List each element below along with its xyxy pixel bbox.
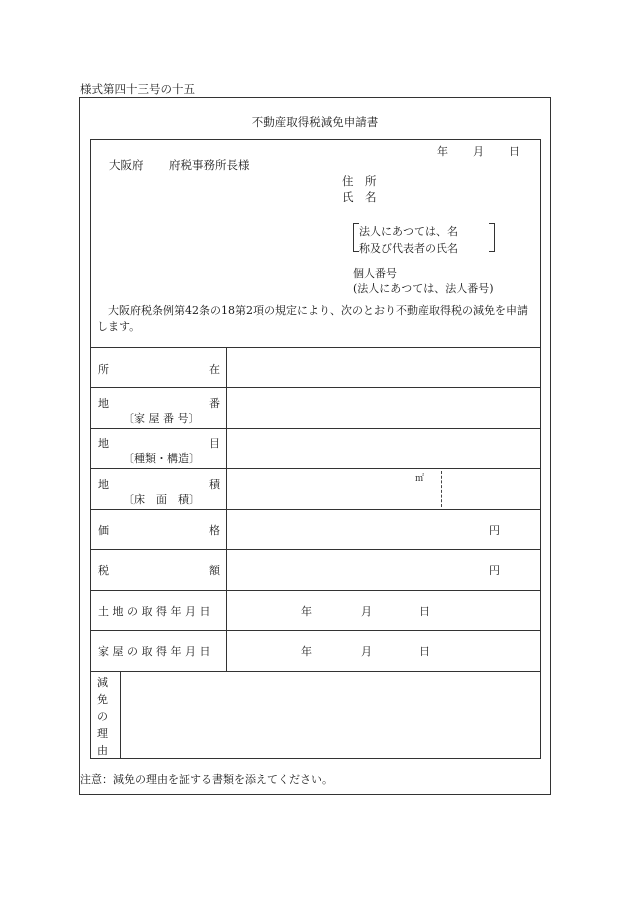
tax-label-a: 税 bbox=[98, 564, 109, 577]
rule-4 bbox=[91, 468, 540, 469]
name-label: 氏 名 bbox=[342, 190, 377, 204]
label-divider bbox=[226, 347, 227, 671]
house-year: 年 bbox=[301, 645, 312, 658]
price-yen-unit: 円 bbox=[489, 524, 500, 537]
rule-1 bbox=[91, 347, 540, 348]
rule-9 bbox=[91, 671, 540, 672]
reason-char: 理 bbox=[97, 727, 108, 740]
lot-label-b: 番 bbox=[209, 397, 220, 410]
price-label-b: 格 bbox=[209, 524, 220, 537]
form-table bbox=[90, 139, 541, 759]
rule-5 bbox=[91, 509, 540, 510]
reason-divider bbox=[120, 671, 121, 759]
house-day: 日 bbox=[419, 645, 430, 658]
corp-number-note: (法人にあつては、法人番号) bbox=[353, 282, 494, 295]
rule-8 bbox=[91, 630, 540, 631]
date-day-label: 日 bbox=[509, 145, 520, 158]
reason-char: の bbox=[97, 710, 108, 723]
category-label-a: 地 bbox=[98, 437, 109, 450]
location-label-b: 在 bbox=[209, 363, 220, 376]
house-month: 月 bbox=[361, 645, 372, 658]
type-structure-sub: 〔種類・構造〕 bbox=[123, 452, 200, 465]
location-label-a: 所 bbox=[98, 363, 109, 376]
statement-text: 大阪府税条例第42条の18第2項の規定により、次のとおり不動産取得税の減免を申請します。 bbox=[97, 304, 528, 333]
land-day: 日 bbox=[419, 605, 430, 618]
date-year-label: 年 bbox=[437, 145, 448, 158]
form-title: 不動産取得税減免申請書 bbox=[251, 115, 379, 129]
footer-note: 注意：減免の理由を証する書類を添えてください。 bbox=[80, 773, 333, 786]
area-label-b: 積 bbox=[209, 478, 220, 491]
category-label-b: 目 bbox=[209, 437, 220, 450]
application-statement bbox=[97, 303, 537, 335]
corp-note-line1: 法人にあつては、名 bbox=[359, 225, 458, 238]
tax-label-b: 額 bbox=[209, 564, 220, 577]
house-number-sub: 〔家 屋 番 号〕 bbox=[123, 412, 200, 425]
form-number: 様式第四十三号の十五 bbox=[80, 82, 195, 96]
area-label-a: 地 bbox=[98, 478, 109, 491]
corp-note-line2: 称及び代表者の氏名 bbox=[359, 242, 458, 255]
date-month-label: 月 bbox=[473, 145, 484, 158]
individual-number-label: 個人番号 bbox=[353, 267, 397, 280]
land-year: 年 bbox=[301, 605, 312, 618]
rule-2 bbox=[91, 387, 540, 388]
bracket-right bbox=[489, 223, 495, 252]
area-dashed-divider bbox=[441, 471, 442, 507]
application-form bbox=[79, 97, 551, 795]
tax-yen-unit: 円 bbox=[489, 564, 500, 577]
reason-char: 減 bbox=[97, 676, 108, 689]
land-month: 月 bbox=[361, 605, 372, 618]
price-label-a: 価 bbox=[98, 524, 109, 537]
rule-6 bbox=[91, 549, 540, 550]
house-acquisition-date-label: 家 屋 の 取 得 年 月 日 bbox=[98, 645, 211, 658]
land-acquisition-date-label: 土 地 の 取 得 年 月 日 bbox=[98, 605, 211, 618]
reason-char: 由 bbox=[97, 744, 108, 757]
addressee-prefecture: 大阪府 bbox=[109, 158, 144, 172]
addressee-office: 府税事務所長様 bbox=[169, 158, 250, 172]
lot-label-a: 地 bbox=[98, 397, 109, 410]
address-label: 住 所 bbox=[342, 174, 377, 188]
rule-7 bbox=[91, 590, 540, 591]
rule-3 bbox=[91, 428, 540, 429]
square-meter-unit: ㎡ bbox=[415, 474, 425, 484]
reason-char: 免 bbox=[97, 693, 108, 706]
floor-area-sub: 〔床 面 積〕 bbox=[123, 493, 200, 506]
